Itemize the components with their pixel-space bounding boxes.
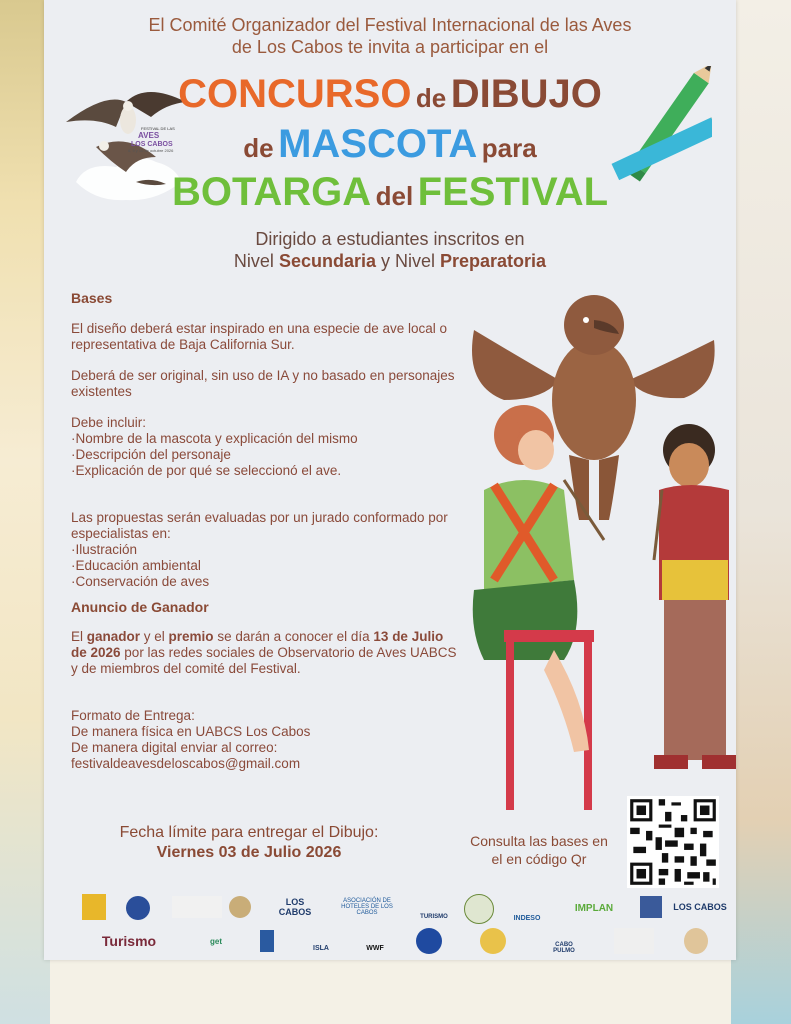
logo-last (684, 928, 708, 954)
logo-turismo: Turismo (101, 933, 157, 949)
audience-line-2 (44, 250, 736, 272)
logo-line-2: AVES (138, 131, 160, 140)
logo-undp (260, 930, 274, 952)
jury-list (71, 542, 461, 590)
include-item-3: ·Explicación de por qué se seleccionó el ave. (71, 463, 342, 478)
logo-4 (229, 896, 251, 918)
logo-cabo-pulmo: CABO PULMO (553, 942, 575, 954)
qr-line-2: el en código Qr (491, 851, 587, 867)
delivery-line-2: De manera física en UABCS Los Cabos (71, 724, 311, 739)
winner-text-4: por las redes sociales de Observatorio de Aves UABCS y de miembros del comité del Festival. (71, 645, 457, 676)
poster (44, 0, 736, 960)
winner-paragraph (71, 629, 461, 677)
include-item-1: ·Nombre de la mascota y explicación del mismo (71, 431, 358, 446)
logo-turismo-small: TURISMO (420, 914, 448, 920)
bases-heading: Bases (71, 290, 113, 306)
pencils-icon (592, 66, 712, 206)
winner-text-1: El (71, 629, 87, 644)
title-botarga: BOTARGA (171, 170, 372, 214)
logo-indeso: INDESO (513, 915, 541, 922)
delivery-line-3: De manera digital enviar al correo: (71, 740, 278, 755)
logo-3 (172, 896, 222, 918)
include-item-2: ·Descripción del personaje (71, 447, 231, 462)
title-para: para (481, 133, 537, 163)
background-watercolor-left (0, 0, 50, 1024)
winner-text-3: se darán a conocer el día (213, 629, 374, 644)
deadline-line-1: Fecha límite para entregar el Dibujo: (119, 824, 379, 841)
title-de-2: de (243, 133, 274, 163)
logo-get: get (210, 936, 222, 946)
logo-shield (640, 896, 662, 918)
level-secundaria: Secundaria (278, 251, 376, 271)
logo-sun-circle (480, 928, 506, 954)
background-watercolor-right (731, 0, 791, 1024)
title-concurso: CONCURSO (178, 72, 412, 116)
logo-blue-circle (416, 928, 442, 954)
winner-text-2: y el (140, 629, 169, 644)
intro-line-1: El Comité Organizador del Festival Internacional de las Aves (148, 15, 632, 35)
logo-1 (82, 894, 106, 920)
illustration-children-eagle (444, 290, 736, 810)
delivery-section (71, 708, 461, 772)
include-list (71, 415, 461, 479)
logo-2 (126, 896, 150, 920)
title-mascota: MASCOTA (278, 122, 478, 166)
winner-bold-ganador: ganador (86, 629, 141, 644)
audience-mid: y Nivel (375, 251, 440, 271)
jury-item-2: ·Educación ambiental (71, 558, 201, 573)
delivery-email: festivaldeavesdeloscabos@gmail.com (71, 756, 301, 771)
jury-paragraph: Las propuestas serán evaluadas por un jurado conformado por especialistas en: (71, 510, 448, 541)
logo-instituto (614, 928, 654, 954)
logo-line-4: 8, 9 y 10 de octubre 2026 (128, 148, 174, 153)
logo-asociacion-hoteles: ASOCIACIÓN DE HOTELES DE LOS CABOS (341, 898, 393, 916)
bases-paragraph-1: El diseño deberá estar inspirado en una especie de ave local o representativa de Baja California Sur. (71, 321, 448, 352)
level-preparatoria: Preparatoria (440, 251, 547, 271)
boy-character (654, 424, 736, 769)
logo-line-1: FESTIVAL DE LAS (141, 126, 175, 131)
bases-section (71, 290, 461, 590)
title-festival: FESTIVAL (417, 170, 609, 214)
qr-line-1: Consulta las bases en (470, 833, 608, 849)
logo-los-cabos-gob: LOS CABOS (673, 902, 727, 912)
audience-pre: Nivel (233, 251, 279, 271)
jury-item-1: ·Ilustración (71, 542, 138, 557)
logo-isla: ISLA (313, 945, 329, 952)
title-dibujo: DIBUJO (450, 72, 602, 116)
winner-bold-premio: premio (168, 629, 214, 644)
delivery-line-1: Formato de Entrega: (71, 708, 195, 723)
logo-round-seal (464, 894, 494, 924)
title-de-1: de (415, 83, 447, 113)
logo-line-3: LOS CABOS (131, 141, 173, 148)
logo-los-cabos: LOS CABOS (278, 897, 312, 917)
intro-line-2: de Los Cabos te invita a participar en el (231, 37, 549, 57)
winner-heading: Anuncio de Ganador (71, 599, 209, 615)
deadline-section (99, 823, 399, 863)
deadline-date: Viernes 03 de Julio 2026 (156, 844, 342, 861)
qr-code[interactable] (627, 796, 719, 888)
title-del: del (375, 181, 414, 211)
intro-text (44, 14, 736, 58)
include-title: Debe incluir: (71, 415, 147, 430)
logo-implan: IMPLAN (574, 902, 614, 914)
logo-wwf: WWF (366, 945, 384, 952)
sponsor-logos (74, 890, 727, 958)
jury-item-3: ·Conservación de aves (71, 574, 210, 589)
winner-bold-date: 13 de Julio de 2026 (71, 629, 444, 660)
winner-section (71, 599, 461, 677)
bases-paragraph-2: Deberá de ser original, sin uso de IA y no basado en personajes existentes (71, 368, 455, 399)
qr-instructions (454, 832, 624, 868)
audience-line-1: Dirigido a estudiantes inscritos en (255, 229, 525, 249)
audience-text (44, 228, 736, 272)
